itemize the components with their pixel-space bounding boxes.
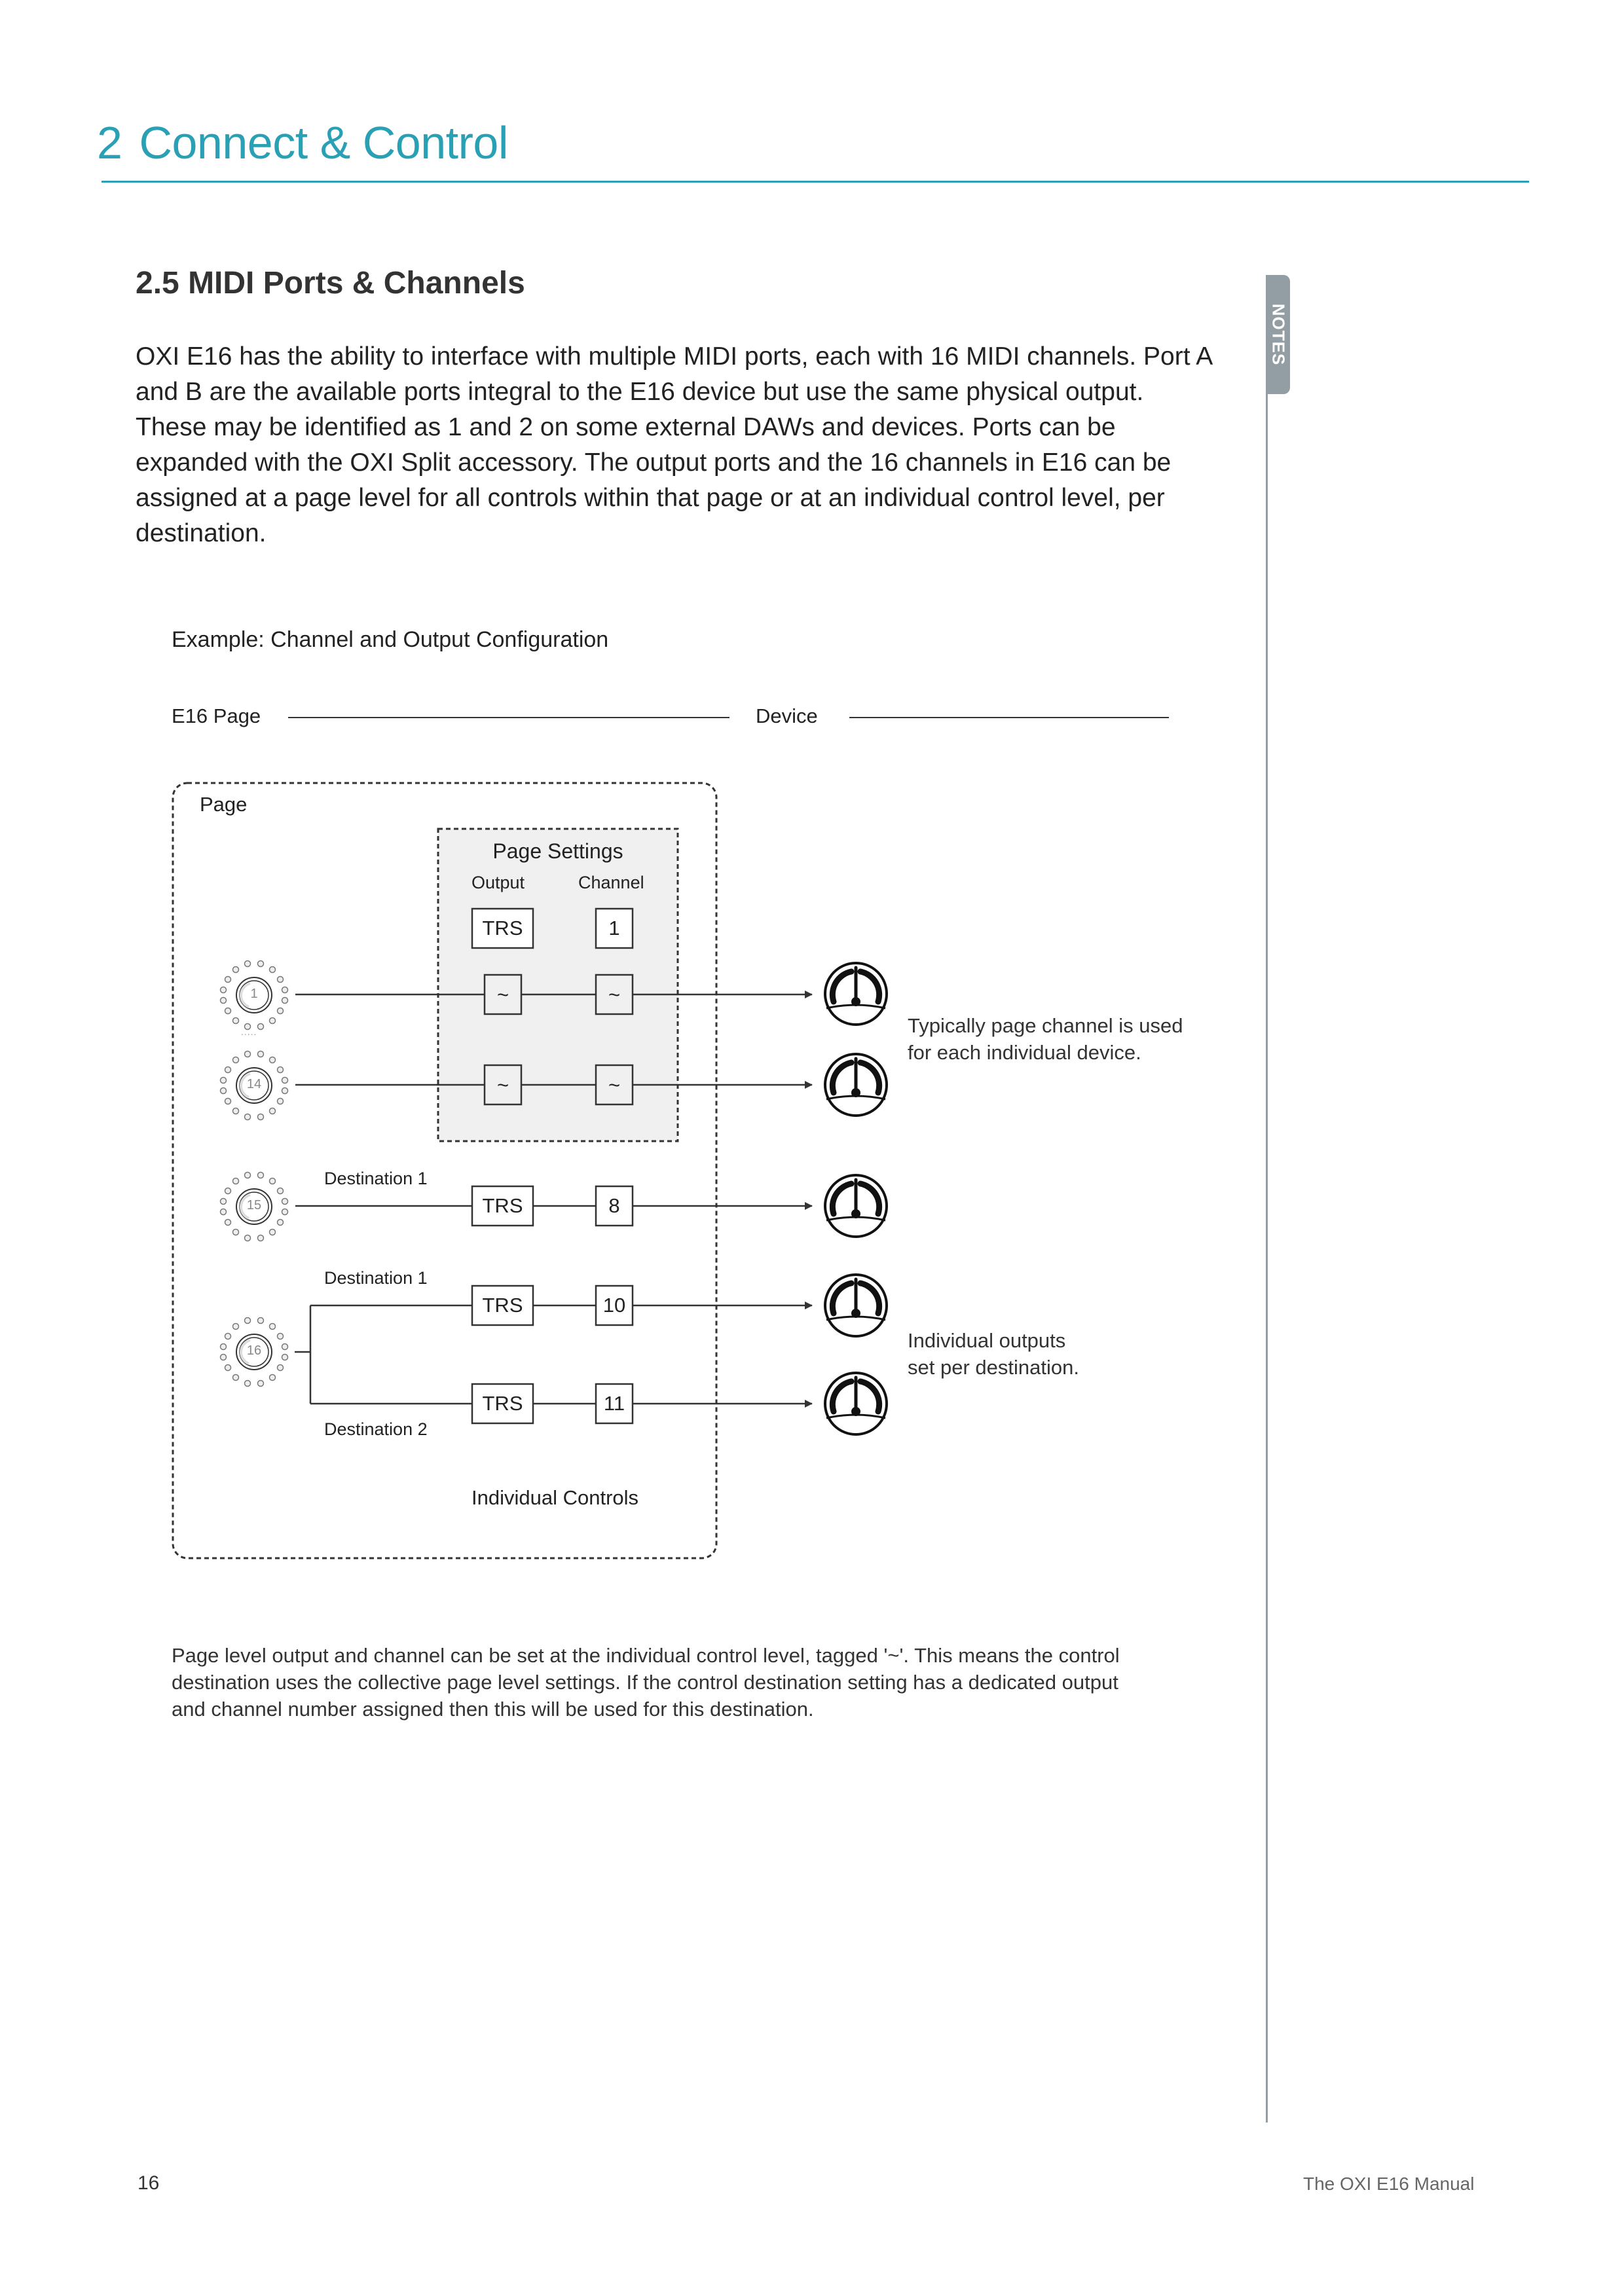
channel-value: ~ bbox=[608, 1074, 621, 1097]
knob-ellipsis: ..... bbox=[241, 1027, 257, 1037]
channel-header: Channel bbox=[578, 873, 644, 892]
page-number: 16 bbox=[138, 2172, 160, 2194]
manual-title: The OXI E16 Manual bbox=[1303, 2174, 1475, 2194]
knob-number: 15 bbox=[246, 1198, 262, 1212]
section-title: 2.5 MIDI Ports & Channels bbox=[136, 266, 525, 301]
output-value: ~ bbox=[496, 1074, 509, 1097]
device-meter-icon bbox=[825, 1054, 887, 1116]
knob-number: 16 bbox=[246, 1343, 262, 1358]
device-label: Device bbox=[756, 704, 818, 727]
diagram-title: Example: Channel and Output Configuration bbox=[172, 627, 609, 652]
section-body: OXI E16 has the ability to interface with multiple MIDI ports, each with 16 MIDI channels. Port A and B are the available ports integral to the E16 device but use the same physical output. These may be identified as 1 and 2 on some external DAWs and devices. Ports can be expanded with the OXI Split accessory. The output ports and the 16 channels in E16 can be assigned at a page level for all controls within that page or at an individual control level, per destination. bbox=[136, 342, 1212, 547]
destination-label: Destination 2 bbox=[324, 1419, 428, 1439]
page-settings-title: Page Settings bbox=[492, 839, 623, 863]
device-meter-icon bbox=[825, 1275, 887, 1336]
note-page-channel: Typically page channel is used for each individual device. bbox=[908, 1014, 1183, 1064]
chapter-number: 2 bbox=[97, 117, 122, 168]
output-value: TRS bbox=[482, 1392, 523, 1415]
channel-value: 8 bbox=[608, 1194, 620, 1217]
page-label: Page bbox=[200, 793, 248, 816]
chapter-title: Connect & Control bbox=[139, 117, 508, 168]
e16-page-label: E16 Page bbox=[172, 704, 261, 727]
output-value: TRS bbox=[482, 1294, 523, 1317]
channel-value: ~ bbox=[608, 983, 621, 1006]
page-channel-value: 1 bbox=[608, 917, 620, 939]
channel-value: 10 bbox=[602, 1294, 626, 1317]
page-output-value: TRS bbox=[482, 917, 523, 939]
knob-number: 14 bbox=[246, 1077, 262, 1091]
individual-controls-label: Individual Controls bbox=[471, 1486, 639, 1509]
output-value: TRS bbox=[482, 1194, 523, 1217]
device-meter-icon bbox=[825, 1373, 887, 1434]
device-meter-icon bbox=[825, 963, 887, 1025]
output-value: ~ bbox=[496, 983, 509, 1006]
notes-label: NOTES bbox=[1268, 303, 1288, 366]
knob-number: 1 bbox=[250, 987, 258, 1001]
channel-value: 11 bbox=[603, 1392, 625, 1415]
destination-label: Destination 1 bbox=[324, 1268, 428, 1288]
diagram-caption: Page level output and channel can be set at the individual control level, tagged '~'. This means the control destination uses the collective page level settings. If the control destination setting has a dedicated output and channel number assigned then this will be used for this destination. bbox=[172, 1644, 1120, 1721]
note-individual-outputs: Individual outputs set per destination. bbox=[908, 1329, 1079, 1379]
device-meter-icon bbox=[825, 1175, 887, 1237]
destination-label: Destination 1 bbox=[324, 1169, 428, 1188]
output-header: Output bbox=[471, 873, 525, 892]
